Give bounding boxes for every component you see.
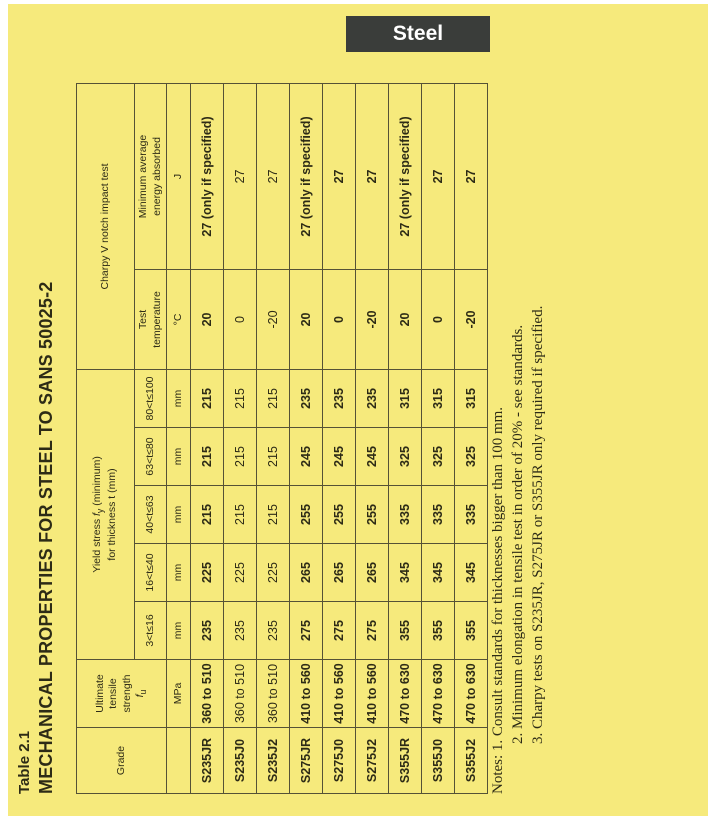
yield-header: Yield stress $f_y$ (minimum) for thickness t (mm)	[77, 369, 135, 659]
yield-cell: 215	[224, 369, 257, 427]
yield-cell: 245	[290, 428, 323, 486]
yield-cell: 315	[422, 369, 455, 427]
energy-header: Minimum average energy absorbed	[135, 83, 167, 269]
note-line: Notes: 1. Consult standards for thicknesses bigger than 100 mm.	[490, 406, 506, 794]
yield-cell: 265	[290, 544, 323, 602]
unit-cell: J	[167, 83, 191, 269]
tensile-header: Ultimate tensile strength $f_u$	[77, 660, 167, 728]
tensile-cell: 410 to 560	[356, 660, 389, 728]
yield-cell: 265	[356, 544, 389, 602]
yield-cell: 275	[290, 602, 323, 660]
notes	[488, 74, 548, 794]
tensile-cell: 360 to 510	[224, 660, 257, 728]
yield-cell: 215	[191, 428, 224, 486]
yield-range-header: 3<t≤16	[135, 602, 167, 660]
unit-cell: mm	[167, 602, 191, 660]
unit-cell: mm	[167, 486, 191, 544]
energy-cell: 27	[356, 83, 389, 269]
yield-cell: 225	[257, 544, 290, 602]
unit-cell: mm	[167, 369, 191, 427]
grade-header: Grade	[77, 728, 167, 794]
yield-cell: 315	[389, 369, 422, 427]
yield-range-header: 16<t≤40	[135, 544, 167, 602]
yield-range-header: 63<t≤80	[135, 428, 167, 486]
yield-cell: 235	[290, 369, 323, 427]
yield-cell: 225	[191, 544, 224, 602]
table-row	[191, 83, 224, 793]
energy-cell: 27 (only if specified)	[191, 83, 224, 269]
yield-cell: 275	[323, 602, 356, 660]
yield-cell: 215	[224, 428, 257, 486]
yield-cell: 345	[455, 544, 488, 602]
tensile-cell: 470 to 630	[422, 660, 455, 728]
yield-cell: 355	[422, 602, 455, 660]
table-caption: Table 2.1	[16, 730, 33, 794]
yield-cell: 255	[290, 486, 323, 544]
yield-cell: 335	[389, 486, 422, 544]
temperature-cell: -20	[257, 269, 290, 369]
yield-cell: 325	[389, 428, 422, 486]
table-row	[323, 83, 356, 793]
grade-cell: S355J0	[422, 728, 455, 794]
yield-cell: 255	[356, 486, 389, 544]
table-row	[257, 83, 290, 793]
yield-cell: 335	[422, 486, 455, 544]
temperature-cell: 20	[389, 269, 422, 369]
temperature-cell: 20	[290, 269, 323, 369]
yield-cell: 235	[323, 369, 356, 427]
table-row	[290, 83, 323, 793]
yield-cell: 215	[257, 369, 290, 427]
grade-cell: S275J0	[323, 728, 356, 794]
yield-range-header: 40<t≤63	[135, 486, 167, 544]
yield-cell: 245	[323, 428, 356, 486]
energy-cell: 27	[224, 83, 257, 269]
section-tab: Steel	[346, 16, 490, 52]
temperature-cell: -20	[356, 269, 389, 369]
grade-cell: S235J0	[224, 728, 257, 794]
energy-cell: 27	[257, 83, 290, 269]
temperature-cell: -20	[455, 269, 488, 369]
yield-cell: 325	[422, 428, 455, 486]
yield-cell: 345	[389, 544, 422, 602]
table-row	[389, 83, 422, 793]
energy-cell: 27 (only if specified)	[290, 83, 323, 269]
yield-cell: 325	[455, 428, 488, 486]
energy-cell: 27 (only if specified)	[389, 83, 422, 269]
yield-cell: 255	[323, 486, 356, 544]
tensile-cell: 410 to 560	[323, 660, 356, 728]
yield-cell: 215	[191, 369, 224, 427]
unit-cell: °C	[167, 269, 191, 369]
table-title: MECHANICAL PROPERTIES FOR STEEL TO SANS 50025-2	[36, 281, 56, 794]
document-page	[8, 4, 708, 816]
tensile-cell: 410 to 560	[290, 660, 323, 728]
temperature-cell: 0	[422, 269, 455, 369]
grade-cell: S355J2	[455, 728, 488, 794]
yield-cell: 275	[356, 602, 389, 660]
yield-cell: 265	[323, 544, 356, 602]
energy-cell: 27	[455, 83, 488, 269]
note-line: 3. Charpy tests on S235JR, S275JR or S355JR only required if specified.	[530, 305, 546, 744]
yield-cell: 215	[257, 486, 290, 544]
yield-cell: 355	[455, 602, 488, 660]
yield-cell: 315	[455, 369, 488, 427]
yield-cell: 215	[191, 486, 224, 544]
tensile-cell: 360 to 510	[191, 660, 224, 728]
table-row	[224, 83, 257, 793]
yield-cell: 215	[224, 486, 257, 544]
unit-cell: mm	[167, 428, 191, 486]
yield-cell: 235	[191, 602, 224, 660]
yield-cell: 215	[257, 428, 290, 486]
grade-cell: S235J2	[257, 728, 290, 794]
yield-cell: 245	[356, 428, 389, 486]
yield-range-header: 80<t≤100	[135, 369, 167, 427]
yield-cell: 235	[356, 369, 389, 427]
yield-cell: 225	[224, 544, 257, 602]
mechanical-properties-table	[76, 83, 488, 794]
table-body	[191, 83, 488, 793]
yield-cell: 355	[389, 602, 422, 660]
yield-cell: 235	[257, 602, 290, 660]
table-row	[422, 83, 455, 793]
yield-cell: 335	[455, 486, 488, 544]
grade-unit-cell	[167, 728, 191, 794]
charpy-header: Charpy V notch impact test	[77, 83, 135, 369]
tensile-cell: 470 to 630	[455, 660, 488, 728]
temperature-cell: 20	[191, 269, 224, 369]
yield-cell: 235	[224, 602, 257, 660]
note-line: 2. Minimum elongation in tensile test in order of 20% - see standards.	[510, 324, 526, 744]
energy-cell: 27	[422, 83, 455, 269]
unit-cell: mm	[167, 544, 191, 602]
grade-cell: S275J2	[356, 728, 389, 794]
table-row	[455, 83, 488, 793]
rotated-content	[8, 64, 708, 794]
grade-cell: S275JR	[290, 728, 323, 794]
test-temperature-header: Test temperature	[135, 269, 167, 369]
temperature-cell: 0	[224, 269, 257, 369]
temperature-cell: 0	[323, 269, 356, 369]
unit-cell: MPa	[167, 660, 191, 728]
grade-cell: S235JR	[191, 728, 224, 794]
grade-cell: S355JR	[389, 728, 422, 794]
tensile-cell: 470 to 630	[389, 660, 422, 728]
yield-cell: 345	[422, 544, 455, 602]
energy-cell: 27	[323, 83, 356, 269]
tensile-cell: 360 to 510	[257, 660, 290, 728]
table-row	[356, 83, 389, 793]
